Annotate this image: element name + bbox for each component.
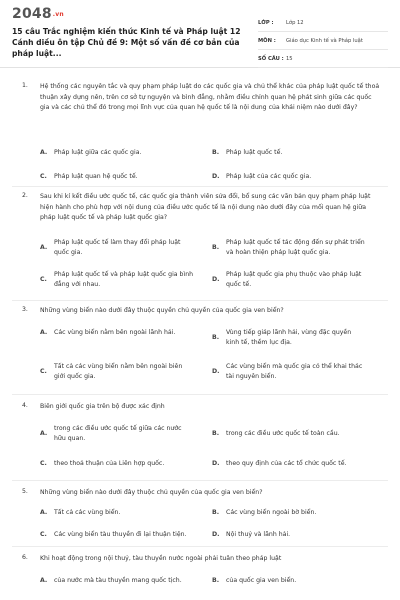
question-number: 1. bbox=[22, 82, 28, 89]
option-a[interactable]: A. Tất cả các vùng biển. bbox=[40, 509, 121, 516]
option-b[interactable]: B. trong các điều ước quốc tế toàn cầu. bbox=[212, 430, 340, 437]
option-a[interactable]: A. Pháp luật giữa các quốc gia. bbox=[40, 149, 142, 156]
option-a[interactable]: A. trong các điều ước quốc tế giữa các nước hữu quan. bbox=[40, 425, 182, 442]
page-header bbox=[0, 0, 400, 68]
option-b[interactable]: B. của quốc gia ven biển. bbox=[212, 577, 297, 584]
question-text: Khi hoạt động trong nội thuỷ, tàu thuyền nước ngoài phải tuân theo pháp luật bbox=[40, 555, 282, 562]
question-divider bbox=[12, 394, 388, 395]
question-divider bbox=[12, 546, 388, 547]
option-d[interactable]: D. Nội thuỷ và lãnh hải. bbox=[212, 531, 291, 538]
question-number: 3. bbox=[22, 306, 28, 313]
option-a[interactable]: A. của nước mà tàu thuyền mang quốc tịch. bbox=[40, 577, 182, 584]
question-number: 4. bbox=[22, 402, 28, 409]
question-divider bbox=[12, 186, 388, 187]
question-text: Những vùng biển nào dưới đây thuộc quyền chủ quyền của quốc gia ven biển? bbox=[40, 307, 284, 314]
document-meta bbox=[258, 14, 388, 68]
option-d[interactable]: D. Pháp luật của các quốc gia. bbox=[212, 173, 312, 180]
question-number: 2. bbox=[22, 192, 28, 199]
document-title: 15 câu Trắc nghiệm kiến thức Kinh tế và Pháp luật 12 Cánh diều ôn tập Chủ đề 9: Một số vấn đề cơ bản của pháp luật... bbox=[12, 27, 241, 58]
option-c[interactable]: C. Các vùng biển tàu thuyền đi lại thuận tiện. bbox=[40, 531, 187, 538]
option-d[interactable]: D. Các vùng biển mà quốc gia có thể khai thác tài nguyên biển. bbox=[212, 363, 363, 380]
question-text: Hệ thống các nguyên tắc và quy phạm pháp luật do các quốc gia và chủ thể khác của pháp luật quốc tế thoả thuận xây dựng nên, trên cơ sở tự nguyện và bình đẳng, nhằm điều chỉnh quan hệ phát sinh giữa các quốc gia và các chủ thể đó trong mọi lĩnh vực của quan hệ quốc tế là nội dung của khái niệm nào dưới đây? bbox=[40, 83, 380, 111]
option-b[interactable]: B. Các vùng biển ngoài bờ biển. bbox=[212, 509, 317, 516]
meta-row-count: SỐ CÂU : 15 bbox=[258, 50, 388, 68]
question-divider bbox=[12, 480, 388, 481]
option-a[interactable]: A. Pháp luật quốc tế làm thay đổi pháp luật quốc gia. bbox=[40, 239, 181, 256]
option-a[interactable]: A. Các vùng biển nằm bên ngoài lãnh hải. bbox=[40, 329, 176, 336]
option-b[interactable]: B. Pháp luật quốc tế. bbox=[212, 149, 283, 156]
question-text: Những vùng biển nào dưới đây thuộc chủ quyền của quốc gia ven biển? bbox=[40, 489, 263, 496]
option-b[interactable]: B. Vùng tiếp giáp lãnh hải, vùng đặc quyền kinh tế, thềm lục địa. bbox=[212, 329, 352, 346]
option-c[interactable]: C. Pháp luật quốc tế và pháp luật quốc gia bình đẳng với nhau. bbox=[40, 271, 194, 288]
option-c[interactable]: C. theo thoả thuận của Liên hợp quốc. bbox=[40, 460, 165, 467]
question-text: Sau khi kí kết điều ước quốc tế, các quốc gia thành viên sửa đổi, bổ sung các văn bản quy phạm pháp luật hiện hành cho phù hợp với nội dung của điều ước quốc tế là nội dung nào dưới đây của mối quan hệ giữa pháp luật quốc tế và pháp luật quốc gia? bbox=[40, 193, 371, 221]
option-b[interactable]: B. Pháp luật quốc tế tác động đến sự phát triển và hoàn thiện pháp luật quốc gia. bbox=[212, 239, 365, 256]
meta-row-subject: MÔN : Giáo dục Kinh tế và Pháp luật bbox=[258, 32, 388, 50]
option-d[interactable]: D. theo quy định của các tổ chức quốc tế. bbox=[212, 460, 347, 467]
option-c[interactable]: C. Pháp luật quan hệ quốc tế. bbox=[40, 173, 138, 180]
site-logo[interactable]: 2048.vn bbox=[12, 6, 64, 22]
question-number: 6. bbox=[22, 554, 28, 561]
question-text: Biên giới quốc gia trên bộ được xác định bbox=[40, 403, 165, 410]
option-c[interactable]: C. Tất cả các vùng biển nằm bên ngoài biên giới quốc gia. bbox=[40, 363, 183, 380]
meta-row-class: LỚP : Lớp 12 bbox=[258, 14, 388, 32]
question-divider bbox=[12, 300, 388, 301]
option-d[interactable]: D. Pháp luật quốc gia phụ thuộc vào pháp luật quốc tế. bbox=[212, 271, 362, 288]
question-number: 5. bbox=[22, 488, 28, 495]
